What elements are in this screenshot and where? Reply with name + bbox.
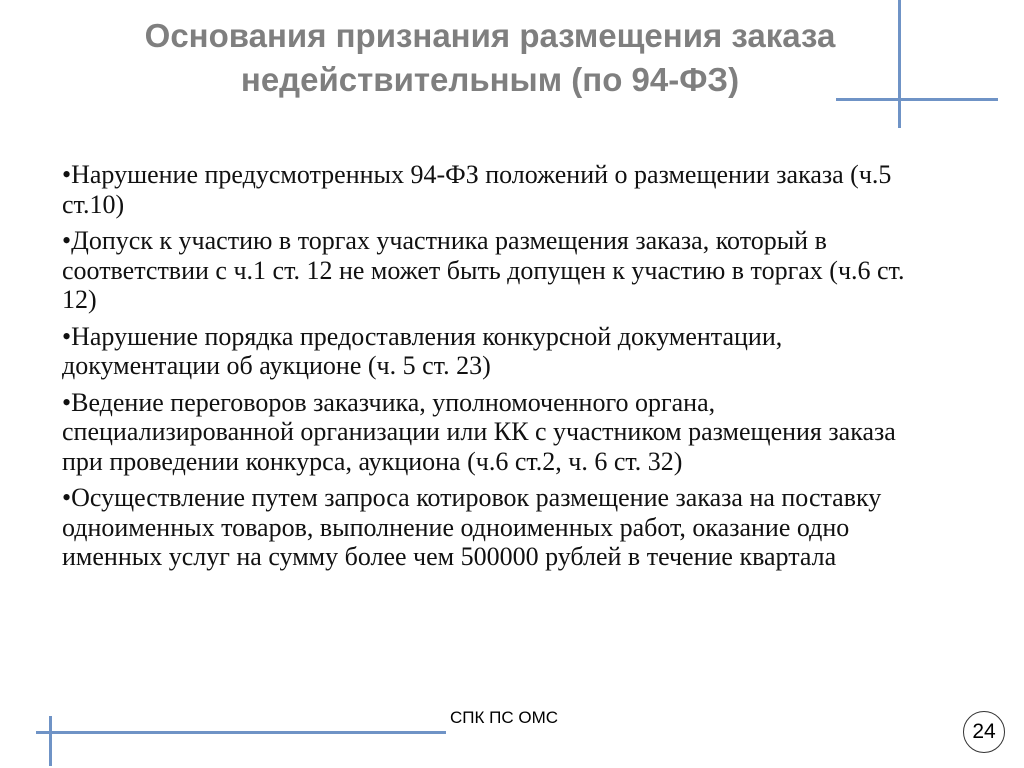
bullet-item: •Нарушение предусмотренных 94-ФЗ положений о размещении заказа (ч.5 ст.10) bbox=[62, 160, 892, 219]
footer-organization: СПК ПС ОМС bbox=[450, 708, 559, 727]
bullet-item: •Осуществление путем запроса котировок размещение заказа на поставку одноименных товаров, выполнение одноименных работ, оказание одно именных услуг на сумму более чем 500000 рублей в течение квартала bbox=[62, 483, 882, 571]
slide-title bbox=[60, 14, 920, 102]
page-number-badge: 24 bbox=[963, 711, 1005, 753]
bullet-item: •Допуск к участию в торгах участника размещения заказа, который в соответствии с ч.1 ст. 12 не может быть допущен к участию в торгах (ч.6 ст. 12) bbox=[62, 226, 905, 314]
bullet-item: •Ведение переговоров заказчика, уполномоченного органа, специализированной организации или КК с участником размещения заказа при проведении конкурса, аукциона (ч.6 ст.2, ч. 6 ст. 32) bbox=[62, 387, 896, 476]
decor-vertical-line-bottom bbox=[49, 716, 52, 766]
decor-horizontal-line-bottom bbox=[36, 731, 446, 734]
slide-title-line-2: недействительным (по 94-ФЗ) bbox=[240, 61, 740, 98]
bullet-list bbox=[62, 160, 908, 579]
bullet-item: •Нарушение порядка предоставления конкурсной документации, документации об аукционе (ч. 5 ст. 23) bbox=[62, 321, 783, 380]
slide-title-line-1: Основания признания размещения заказа bbox=[144, 17, 836, 54]
